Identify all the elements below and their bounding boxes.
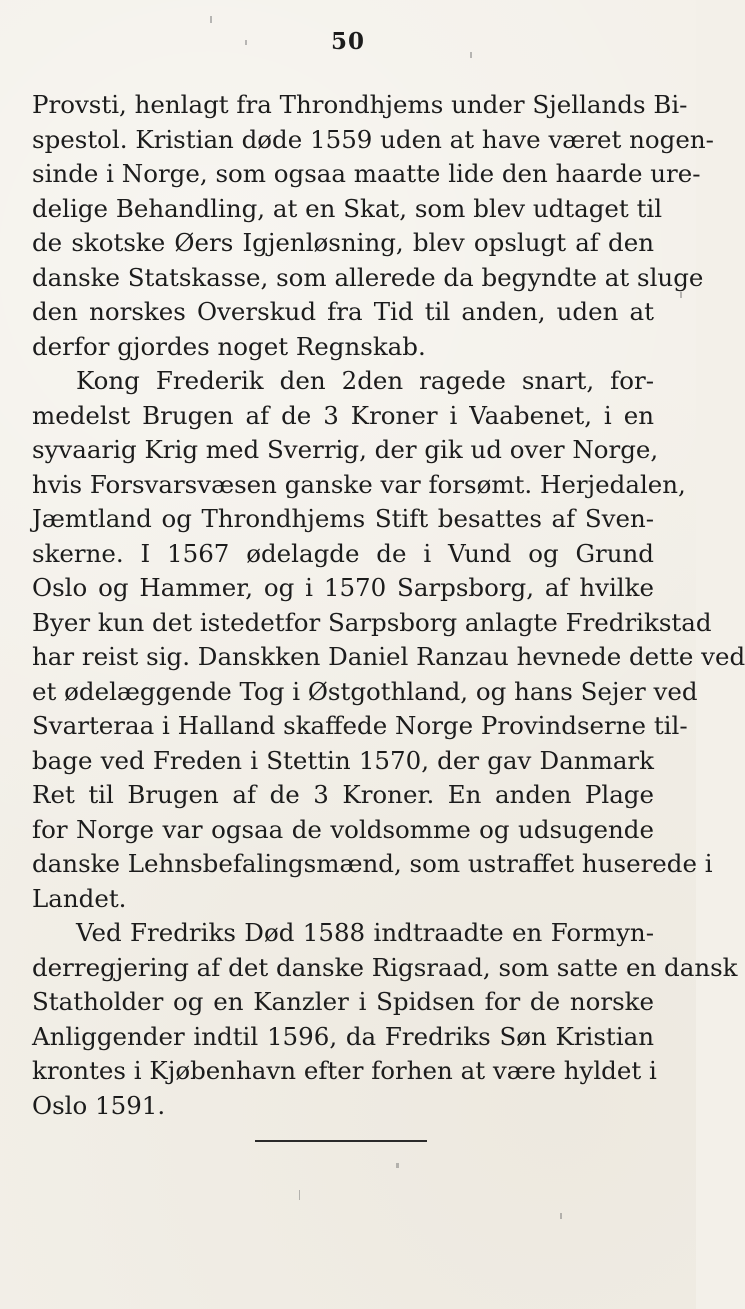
text-line: delige Behandling, at en Skat, som blev udtaget til: [32, 193, 663, 223]
text-line: Provsti, henlagt fra Throndhjems under Sjellands Bi-: [32, 90, 688, 119]
text-line: Oslo 1591.: [32, 1090, 166, 1120]
text-line: skerne. I 1567 ødelagde de i Vund og Grund: [32, 538, 654, 568]
paper-speck: [245, 40, 247, 45]
text-line: danske Lehnsbefalingsmænd, som ustraffet huserede i: [32, 849, 713, 878]
text-line: de skotske Øers Igjenløsning, blev opslugt af den: [32, 228, 654, 257]
paper-speck: [560, 1213, 562, 1219]
paper-speck: [299, 1190, 300, 1200]
section-divider: [255, 1140, 427, 1142]
text-line: medelst Brugen af de 3 Kroner i Vaabenet, i en: [32, 400, 654, 430]
body-text: [32, 88, 745, 1123]
text-line: Byer kun det istedetfor Sarpsborg anlagte Fredrikstad: [32, 607, 712, 637]
text-line: Kong Frederik den 2den ragede snart, for-: [76, 366, 654, 395]
text-line: Statholder og en Kanzler i Spidsen for de norske: [32, 987, 654, 1016]
text-line: bage ved Freden i Stettin 1570, der gav Danmark: [32, 745, 654, 775]
page-number: 50: [330, 28, 365, 55]
text-line: for Norge var ogsaa de voldsomme og udsugende: [32, 814, 654, 844]
paper-speck: [470, 52, 472, 58]
text-line: Jæmtland og Throndhjems Stift besattes af Sven-: [32, 504, 654, 533]
text-line: den norskes Overskud fra Tid til anden, uden at: [32, 297, 654, 326]
paper-speck: [680, 292, 682, 298]
text-line: sinde i Norge, som ogsaa maatte lide den haarde ure-: [32, 159, 701, 188]
text-line: Svarteraa i Halland skaffede Norge Provindserne til-: [32, 711, 688, 740]
paper-speck: [396, 1163, 399, 1168]
text-line: et ødelæggende Tog i Østgothland, og hans Sejer ved: [32, 676, 698, 706]
text-line: har reist sig. Danskken Daniel Ranzau hevnede dette ved: [32, 642, 745, 671]
text-line: derfor gjordes noget Regnskab.: [32, 331, 426, 361]
text-line: Oslo og Hammer, og i 1570 Sarpsborg, af hvilke: [32, 573, 654, 602]
text-line: Landet.: [32, 883, 127, 913]
text-line: Ret til Brugen af de 3 Kroner. En anden Plage: [32, 780, 654, 809]
text-line: hvis Forsvarsvæsen ganske var forsømt. Herjedalen,: [32, 469, 686, 499]
text-line: Ved Fredriks Død 1588 indtraadte en Formyn-: [76, 918, 654, 947]
text-line: syvaarig Krig med Sverrig, der gik ud over Norge,: [32, 435, 659, 464]
text-line: Anliggender indtil 1596, da Fredriks Søn Kristian: [32, 1021, 654, 1051]
text-line: krontes i Kjøbenhavn efter forhen at være hyldet i: [32, 1056, 657, 1085]
text-line: derregjering af det danske Rigsraad, som satte en dansk: [32, 952, 738, 982]
text-line: danske Statskasse, som allerede da begyndte at sluge: [32, 262, 704, 292]
paper-speck: [210, 16, 212, 23]
text-line: spestol. Kristian døde 1559 uden at have været nogen-: [32, 124, 714, 154]
